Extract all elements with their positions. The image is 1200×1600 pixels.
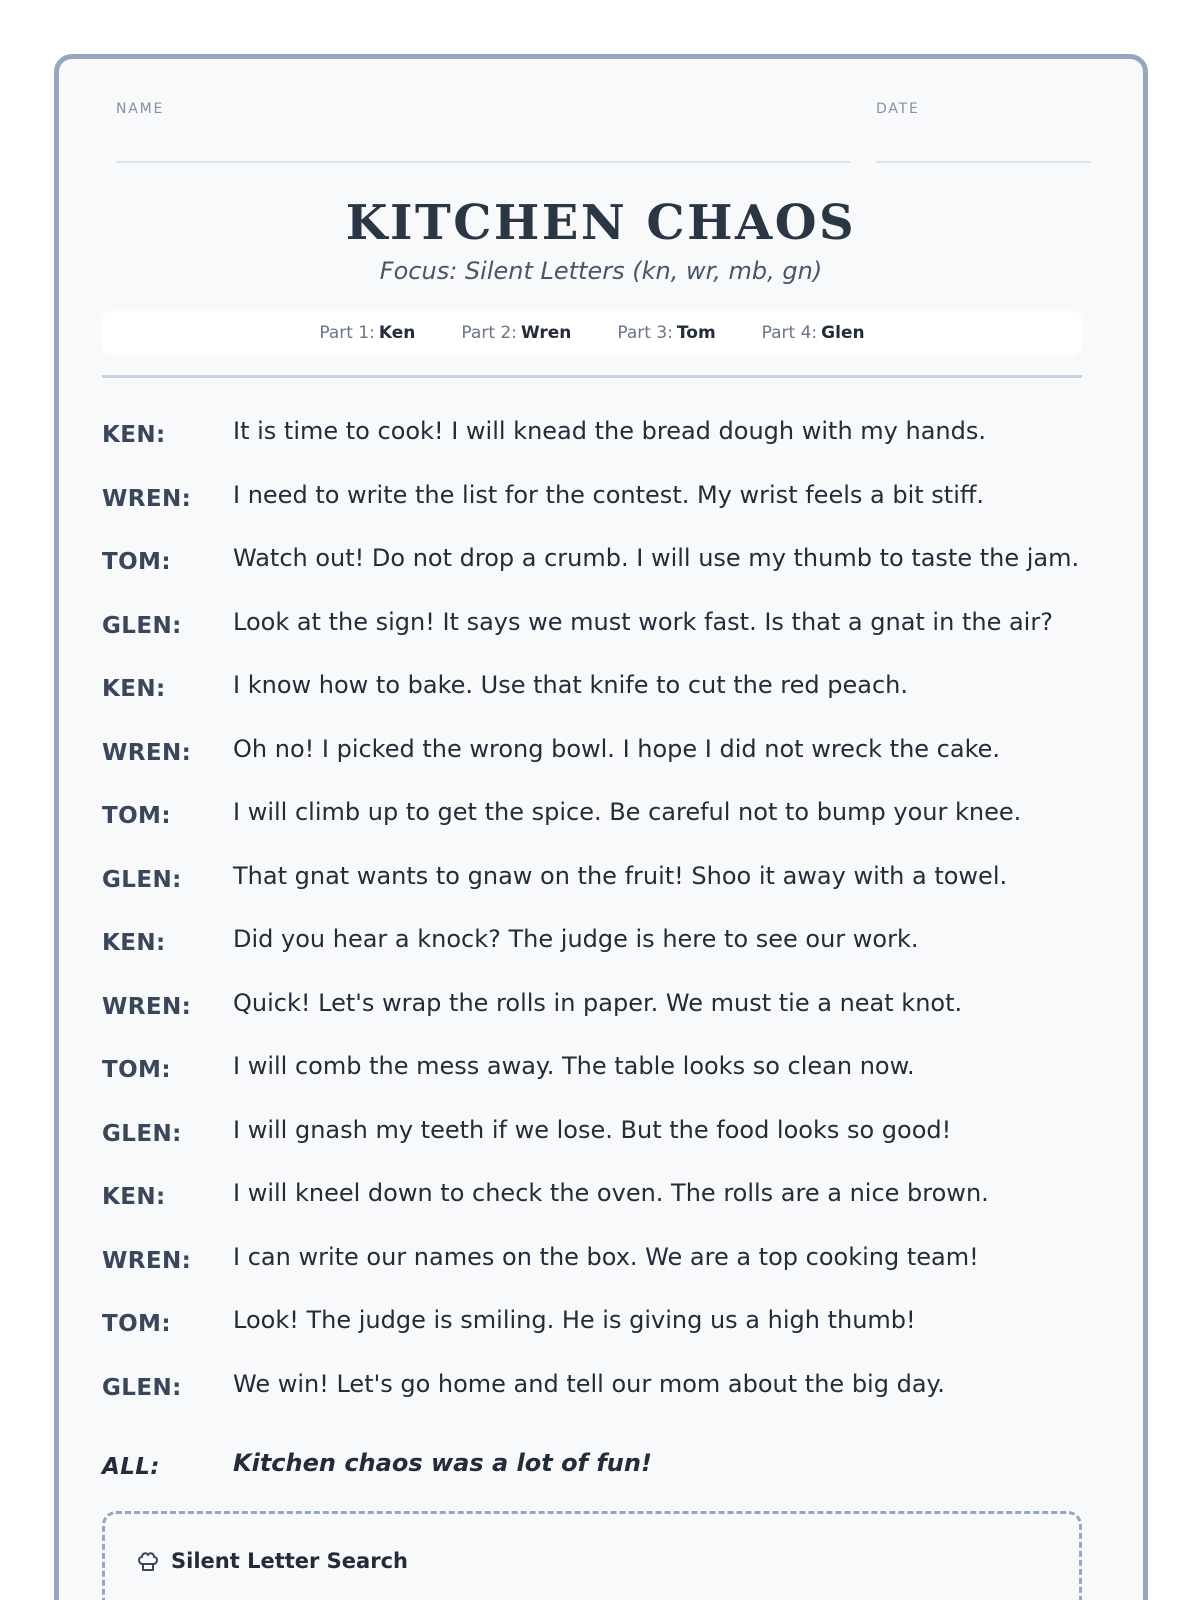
page-title: KITCHEN CHAOS	[345, 195, 857, 251]
speaker-label: GLEN:	[102, 866, 182, 893]
line-text-all: Kitchen chaos was a lot of fun!	[233, 1449, 652, 1477]
line-text: That gnat wants to gnaw on the fruit! Shoo it away with a towel.	[233, 861, 1008, 890]
script-line	[102, 796, 1092, 860]
part-label: Part 2:	[461, 323, 517, 343]
date-label: DATE	[876, 101, 920, 117]
speaker-label-all: ALL:	[102, 1454, 160, 1480]
line-text: I will comb the mess away. The table looks so clean now.	[233, 1052, 915, 1080]
script-line	[102, 987, 1092, 1051]
script-line	[102, 669, 1092, 733]
part-name: Glen	[821, 323, 865, 343]
part-label: Part 3:	[617, 323, 673, 343]
line-text: I will kneel down to check the oven. The rolls are a nice brown.	[233, 1179, 989, 1207]
line-text: It is time to cook! I will knead the bread dough with my hands.	[233, 417, 986, 445]
speaker-label: TOM:	[102, 803, 171, 829]
divider	[102, 375, 1082, 378]
script-line	[102, 733, 1092, 797]
line-text: I need to write the list for the contest. My wrist feels a bit stiff.	[233, 480, 985, 509]
script-line	[102, 860, 1092, 924]
part-name: Tom	[676, 323, 716, 343]
silent-letter-search-box	[102, 1511, 1082, 1600]
line-text: Look at the sign! It says we must work fast. Is that a gnat in the air?	[233, 607, 1053, 636]
speaker-label: WREN:	[102, 485, 192, 512]
speaker-label: WREN:	[102, 993, 192, 1020]
worksheet	[54, 54, 1148, 1600]
script-line	[102, 1050, 1092, 1114]
chef-hat-icon	[135, 1548, 161, 1574]
name-line	[116, 161, 850, 163]
speaker-label: GLEN:	[102, 612, 182, 639]
line-text: I will gnash my teeth if we lose. But the food looks so good!	[233, 1115, 952, 1144]
search-box-header	[135, 1548, 408, 1574]
part-1	[319, 323, 415, 343]
part-name: Wren	[520, 323, 572, 343]
script-line	[102, 1368, 1092, 1432]
script-line	[102, 923, 1092, 987]
script-line	[102, 415, 1092, 479]
part-3	[617, 323, 715, 343]
script-line	[102, 1241, 1092, 1305]
speaker-label: GLEN:	[102, 1120, 182, 1147]
script-line	[102, 1304, 1092, 1368]
speaker-label: TOM:	[102, 1057, 171, 1083]
speaker-label: KEN:	[102, 1184, 166, 1210]
line-text: Did you hear a knock? The judge is here to see our work.	[233, 925, 919, 953]
date-field[interactable]	[876, 101, 920, 117]
script-line	[102, 479, 1092, 543]
speaker-label: TOM:	[102, 549, 171, 575]
name-label: NAME	[116, 101, 165, 117]
speaker-label: WREN:	[102, 1247, 192, 1274]
line-text: Quick! Let's wrap the rolls in paper. We must tie a neat knot.	[233, 988, 963, 1017]
line-text: Look! The judge is smiling. He is giving us a high thumb!	[233, 1306, 916, 1334]
line-text: I can write our names on the box. We are a top cooking team!	[233, 1242, 979, 1271]
line-text: Watch out! Do not drop a crumb. I will use my thumb to taste the jam.	[233, 544, 1080, 572]
name-field[interactable]	[116, 101, 164, 117]
speaker-label: KEN:	[102, 422, 166, 448]
script-line	[102, 1114, 1092, 1178]
script-line	[102, 1177, 1092, 1241]
script-line	[102, 542, 1092, 606]
part-label: Part 4:	[761, 323, 818, 343]
part-2	[461, 323, 571, 343]
speaker-label: WREN:	[102, 739, 192, 766]
page-subtitle: Focus: Silent Letters (kn, wr, mb, gn)	[379, 257, 823, 285]
script-lines	[102, 415, 1092, 1511]
search-box-title: Silent Letter Search	[171, 1549, 408, 1573]
line-text: I know how to bake. Use that knife to cut the red peach.	[233, 671, 908, 699]
part-4	[762, 323, 865, 343]
line-text: I will climb up to get the spice. Be careful not to bump your knee.	[233, 798, 1022, 826]
parts-strip	[102, 311, 1082, 355]
date-line	[876, 161, 1091, 163]
speaker-label: KEN:	[102, 676, 166, 702]
part-label: Part 1:	[319, 323, 375, 343]
line-text: Oh no! I picked the wrong bowl. I hope I did not wreck the cake.	[233, 734, 1001, 763]
script-line-all	[102, 1447, 1092, 1511]
script-line	[102, 606, 1092, 670]
line-text: We win! Let's go home and tell our mom about the big day.	[233, 1369, 945, 1398]
part-name: Ken	[378, 323, 416, 343]
speaker-label: KEN:	[102, 930, 166, 956]
speaker-label: TOM:	[102, 1311, 171, 1337]
speaker-label: GLEN:	[102, 1374, 182, 1401]
